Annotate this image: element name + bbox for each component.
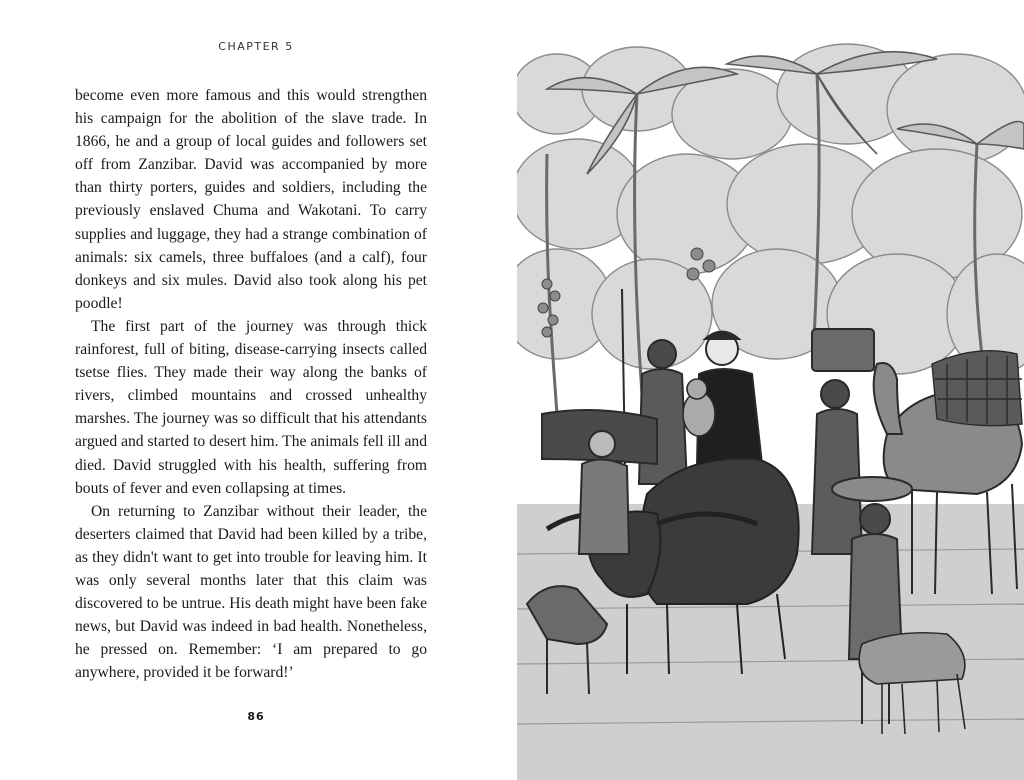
- camel-load: [932, 351, 1022, 426]
- paragraph-1: become even more famous and this would strengthen his campaign for the abolition of the slave trade. In 1866, he and a group of local guides and followers set off from Zanzibar. David was accompanied by more than thirty porters, guides and soldiers, including the previously enslaved Chuma and Wakotani. To carry supplies and luggage, they had a strange combination of animals: six camels, three buffaloes (and a calf), four donkeys and six mules. David also took along his pet poodle!: [75, 87, 427, 312]
- expedition-illustration: [517, 34, 1024, 780]
- chapter-heading: CHAPTER 5: [218, 40, 294, 53]
- page-number: 86: [247, 710, 265, 723]
- illustration-svg: [517, 34, 1024, 780]
- paragraph-2: The first part of the journey was through thick rainforest, full of biting, disease-carrying insects called tsetse flies. They made their way along the banks of rivers, climbed mountains and crossed unhealthy marshes. The journey was so difficult that his attendants argued and started to desert him. The animals fell ill and died. David struggled with his health, suffering from bouts of fever and even collapsing at times.: [75, 317, 427, 497]
- paragraph-3: On returning to Zanzibar without their leader, the deserters claimed that David had been killed by a tribe, as they didn't want to get into trouble for leaving him. It was only several months later that this claim was discovered to be untrue. His death might have been fake news, but David was indeed in bad health. Nonetheless, he pressed on. Remember: ‘I am prepared to go anywhere, provided it be forward!’: [75, 502, 427, 682]
- body-text: [75, 84, 427, 684]
- jungle-canopy: [517, 44, 1024, 374]
